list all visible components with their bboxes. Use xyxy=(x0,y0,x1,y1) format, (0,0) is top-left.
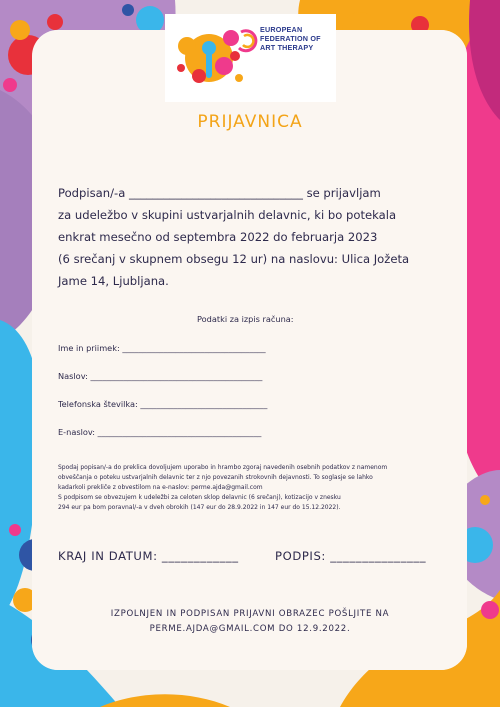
phone-field[interactable]: Telefonska številka: _______________________________ xyxy=(58,399,268,409)
consent-line: 294 eur pa bom poravnal/-a v dveh obrokih (147 eur do 28.9.2022 in 147 eur do 15.12.2022). xyxy=(58,504,341,511)
consent-line: kadarkoli prekliče z obvestilom na e-naslov: perme.ajda@gmail.com xyxy=(58,484,263,491)
address-field[interactable]: Naslov: __________________________________________ xyxy=(58,371,263,381)
registration-paragraph xyxy=(58,182,443,292)
footer-line: PERME.AJDA@GMAIL.COM DO 12.9.2022. xyxy=(149,624,351,634)
email-field[interactable]: E-naslov: ________________________________________ xyxy=(58,427,262,437)
page-title: PRIJAVNICA xyxy=(197,112,303,132)
consent-line: Spodaj popisan/-a do preklica dovoljujem uporabo in hrambo zgoraj navedenih osebnih podatkov z namenom xyxy=(58,464,388,471)
paint-splash-figure-icon xyxy=(169,18,259,98)
paragraph-line: Podpisan/-a ______________________________ se prijavljam xyxy=(58,186,381,200)
name-field[interactable]: Ime in priimek: ___________________________________ xyxy=(58,343,266,353)
logo-text xyxy=(260,25,338,53)
billing-section-title: Podatki za izpis računa: xyxy=(197,314,294,324)
place-date-field[interactable]: KRAJ IN DATUM: ____________ xyxy=(58,549,239,563)
logo-line: FEDERATION OF xyxy=(260,34,321,44)
paragraph-line: za udeležbo v skupini ustvarjalnih delavnic, ki bo potekala xyxy=(58,208,397,222)
paragraph-line: Jame 14, Ljubljana. xyxy=(58,274,169,288)
consent-line: obveščanja o poteku ustvarjalnih delavnic ter z njo povezanih strokovnih dejavnosti. To soglasje se lahko xyxy=(58,474,373,481)
paragraph-line: enkrat mesečno od septembra 2022 do februarja 2023 xyxy=(58,230,378,244)
footer-instructions xyxy=(0,607,500,637)
logo-line: EUROPEAN xyxy=(260,25,303,34)
paragraph-line: (6 srečanj v skupnem obsegu 12 ur) na naslovu: Ulica Jožeta xyxy=(58,252,410,266)
consent-line: S podpisom se obvezujem k udeležbi za celoten sklop delavnic (6 srečanj), kotizacijo v znesku xyxy=(58,494,341,501)
signature-field[interactable]: PODPIS: _______________ xyxy=(275,549,427,563)
consent-text xyxy=(58,463,453,513)
logo-line: ART THERAPY xyxy=(260,43,314,53)
footer-line: IZPOLNJEN IN PODPISAN PRIJAVNI OBRAZEC POŠLJITE NA xyxy=(110,609,390,619)
